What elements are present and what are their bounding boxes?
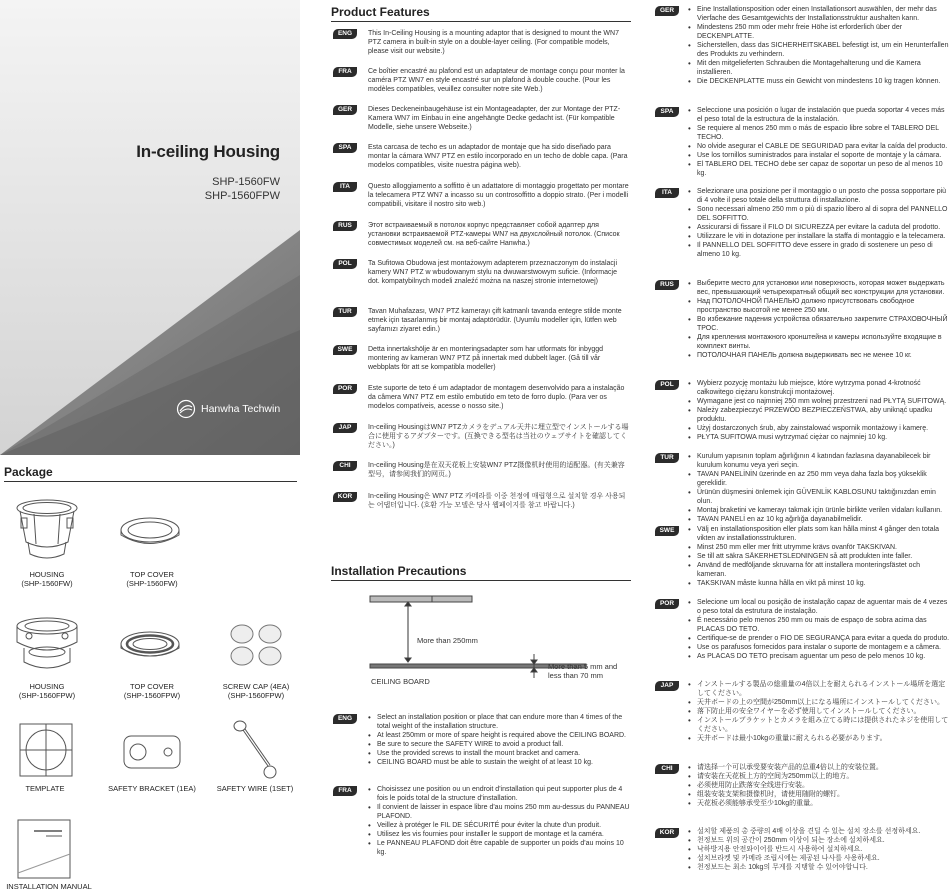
package-caption-template: TEMPLATE xyxy=(25,784,65,793)
precaution-list-ita xyxy=(688,187,950,259)
feature-text-tur: Tavan Muhafazası, WN7 PTZ kamerayı çift katmanlı tavanda entegre stilde monte etmek için tasarlanmış bir montaj adaptörüdür. (Uyumlu modeller için, lütfen web sayfamızı ziyaret edin.) xyxy=(368,308,622,333)
lang-tag-fra-prec: FRA xyxy=(333,786,357,796)
diagram-label-board-thickness: More than 5 mm and less than 70 mm xyxy=(548,662,618,680)
precautions-rule xyxy=(331,580,631,581)
precaution-list-rus xyxy=(688,279,950,360)
lang-tag-por: POR xyxy=(333,384,357,394)
lang-tag-kor-prec: KOR xyxy=(655,828,679,838)
package-rule xyxy=(4,481,297,482)
list-item: • Il PANNELLO DEL SOFFITTO deve essere in grado di sostenere un peso di almeno 10 kg. xyxy=(688,241,950,259)
package-caption-screw-cap: SCREW CAP (4EA) (SHP-1560FPW) xyxy=(222,682,290,700)
lang-tag-rus-prec: RUS xyxy=(655,280,679,290)
precaution-list-kor xyxy=(688,827,950,872)
precaution-list-spa xyxy=(688,106,950,178)
package-caption-safety-wire: SAFETY WIRE (1SET) xyxy=(216,784,294,793)
lang-tag-eng: ENG xyxy=(333,29,357,39)
list-item: • インストールブラケットとカメラを組み立てる時には提供されたネジを使用してください。 xyxy=(688,716,950,734)
list-item: • 请安装在天花板上方的空间为250mm以上的地方。 xyxy=(688,772,950,781)
list-item: • 天井ボードの上の空間が250mm以上になる場所にインストールしてください。 xyxy=(688,698,950,707)
feature-text-swe: Detta innertakshölje är en monteringsadapter som har utformats för inbyggd montering av kameran WN7 PTZ på innertak med dubbelt lager. (Gå till vår webbplats för att se kompatibla modeller) xyxy=(368,346,604,371)
hanwha-logo-icon xyxy=(176,399,196,419)
list-item: • Mindestens 250 mm oder mehr freie Höhe ist erforderlich über der DECKENPLATTE. xyxy=(688,23,950,41)
lang-tag-pol: POL xyxy=(333,259,357,269)
list-item: • Certifique-se de prender o FIO DE SEGURANÇA para evitar a queda do produto. xyxy=(688,634,950,643)
package-caption-topcover-fw: TOP COVER (SHP-1560FW) xyxy=(126,570,178,588)
list-item: • TAVAN PANELİ en az 10 kg ağırlığa dayanabilmelidir. xyxy=(688,515,950,524)
cover-panel xyxy=(0,0,300,455)
list-item: • Mit den mitgelieferten Schrauben die Montagehalterung und die Kamera installieren. xyxy=(688,59,950,77)
feature-text-por: Este suporte de teto é um adaptador de montagem desenvolvido para a instalação da câmera WN7 PTZ em estilo embutido em teto de forro duplo. (Para ver os modelos compatíveis, acesse o nosso site.) xyxy=(368,385,625,410)
precaution-list-ger xyxy=(688,5,950,86)
precaution-list-chi xyxy=(688,763,950,808)
list-item: • Sicherstellen, dass das SICHERHEITSKABEL befestigt ist, um ein Herunterfallen des Produkts zu verhindern. xyxy=(688,41,950,59)
list-item: • 천정보드 위의 공간이 250mm 이상이 되는 장소에 설치하세요. xyxy=(688,836,950,845)
list-item: • Be sure to secure the SAFETY WIRE to avoid a product fall. xyxy=(368,740,630,749)
list-item: • 설치브라켓 및 카메라 조립시에는 제공된 나사를 사용하세요. xyxy=(688,854,950,863)
list-item: • Для крепления монтажного кронштейна и камеры используйте входящие в комплект винты. xyxy=(688,333,950,351)
lang-tag-por-prec: POR xyxy=(655,599,679,609)
cover-graphic xyxy=(0,0,300,455)
list-item: • Välj en installationsposition eller plats som kan hålla minst 4 gånger den totala vikten av installationsstrukturen. xyxy=(688,525,950,543)
lang-tag-eng-prec: ENG xyxy=(333,714,357,724)
list-item: • No olvide asegurar el CABLE DE SEGURIDAD para evitar la caída del producto. xyxy=(688,142,950,151)
list-item: • Die DECKENPLATTE muss ein Gewicht von mindestens 10 kg tragen können. xyxy=(688,77,950,86)
list-item: • Sono necessari almeno 250 mm o più di spazio libero al di sopra del PANNELLO DEL SOFFITTO. xyxy=(688,205,950,223)
list-item: • 天井ボードは最小10kgの重量に耐えられる必要があります。 xyxy=(688,734,950,743)
lang-tag-jap-prec: JAP xyxy=(655,681,679,691)
list-item: • Выберите место для установки или поверхность, которая может выдержать вес, превышающий четырехкратный общий вес конструкции для установки. xyxy=(688,279,950,297)
list-item: • Selezionare una posizione per il montaggio o un posto che possa sopportare più di 4 volte il peso totale della struttura di installazione. xyxy=(688,187,950,205)
package-caption-safety-bracket: SAFETY BRACKET (1EA) xyxy=(108,784,196,793)
list-item: • 설치할 제품의 총 중량의 4배 이상을 견딜 수 있는 설치 장소를 선정하세요. xyxy=(688,827,950,836)
lang-tag-ger-prec: GER xyxy=(655,6,679,16)
lang-tag-spa-prec: SPA xyxy=(655,107,679,117)
list-item: • ПОТОЛОЧНАЯ ПАНЕЛЬ должна выдерживать вес не менее 10 кг. xyxy=(688,351,950,360)
lang-tag-spa: SPA xyxy=(333,143,357,153)
list-item: • Se till att säkra SÄKERHETSLEDNINGEN så att produkten inte faller. xyxy=(688,552,950,561)
precaution-list-tur xyxy=(688,452,950,524)
cover-title: In-ceiling Housing xyxy=(136,142,280,161)
list-item: • Le PANNEAU PLAFOND doit être capable de supporter un poids d'au moins 10 kg. xyxy=(368,839,630,857)
lang-tag-jap: JAP xyxy=(333,423,357,433)
list-item: • Use os parafusos fornecidos para instalar o suporte de montagem e a câmera. xyxy=(688,643,950,652)
housing-icon xyxy=(12,494,82,564)
list-item: • Use los tornillos suministrados para instalar el soporte de montaje y la cámara. xyxy=(688,151,950,160)
precaution-list-eng xyxy=(368,713,630,767)
list-item: • Во избежание падения устройства обязательно закрепите СТРАХОВОЧНЫЙ ТРОС. xyxy=(688,315,950,333)
list-item: • Utilizzare le viti in dotazione per installare la staffa di montaggio e la telecamera. xyxy=(688,232,950,241)
feature-text-fra: Ce boîtier encastré au plafond est un adaptateur de montage conçu pour monter la caméra PTZ WN7 en style encastré sur un plafond à double couche. (Pour les modèles compatibles, veuillez consulter notre site Web.) xyxy=(368,68,625,93)
diagram-label-above: More than 250mm xyxy=(417,636,478,645)
list-item: • TAKSKIVAN måste kunna hålla en vikt på minst 10 kg. xyxy=(688,579,950,588)
feature-text-jap: In-ceiling HousingはWN7 PTZカメラをデュアル天井に埋立型でインストールする場合に使用するアダプターです。(互換できる型名は当社のウェブサイトを確認してください。) xyxy=(368,424,629,449)
feature-text-kor: In-ceiling Housing은 WN7 PTZ 카메라를 이중 천정에 매립형으로 설치할 경우 사용되는 어댑터입니다. (호환 가능 모델은 당사 웹페이지를 참고 바랍니다.) xyxy=(368,493,626,509)
list-item: • 天花板必须能够承受至少10kg的重量。 xyxy=(688,799,950,808)
precaution-list-por xyxy=(688,598,950,661)
list-item: • Wybierz pozycję montażu lub miejsce, które wytrzyma ponad 4-krotność całkowitego ciężaru konstrukcji montażowej. xyxy=(688,379,950,397)
list-item: • Assicurarsi di fissare il FILO DI SICUREZZA per evitare la caduta del prodotto. xyxy=(688,223,950,232)
list-item: • Kurulum yapısının toplam ağırlığının 4 katından fazlasına dayanabilecek bir kurulum konumu veya yeri seçin. xyxy=(688,452,950,470)
list-item: • At least 250mm or more of spare height is required above the CEILING BOARD. xyxy=(368,731,630,740)
list-item: • 请选择一个可以承受要安装产品的总重4倍以上的安装位置。 xyxy=(688,763,950,772)
list-item: • Użyj dostarczonych śrub, aby zainstalować wspornik montażowy i kamerę. xyxy=(688,424,950,433)
safety-wire-icon xyxy=(230,718,280,780)
housing-icon xyxy=(12,612,82,676)
cover-model-fw: SHP-1560FW xyxy=(212,176,280,188)
lang-tag-chi-prec: CHI xyxy=(655,764,679,774)
list-item: • 천정보드는 최소 10kg의 무게를 지탱할 수 있어야합니다. xyxy=(688,863,950,872)
diagram-label-ceiling: CEILING BOARD xyxy=(371,677,430,686)
package-caption-manual: INSTALLATION MANUAL xyxy=(6,882,92,891)
feature-text-chi: In-ceiling Housing是在双天花板上安装WN7 PTZ摄像机时使用的适配器。(有关兼容型号，请参阅我们的网页。) xyxy=(368,462,625,478)
features-heading: Product Features xyxy=(331,5,430,19)
feature-text-ger: Dieses Deckeneinbaugehäuse ist ein Montageadapter, der zur Montage der PTZ-Kamera WN7 im Einbau in eine angehängte Decke gedacht ist. (Für kompatible Modelle, siehe unsere Webseite.) xyxy=(368,106,621,131)
list-item: • Se requiere al menos 250 mm o más de espacio libre sobre el TABLERO DEL TECHO. xyxy=(688,124,950,142)
list-item: • Il convient de laisser in espace libre d'au moins 250 mm au-dessus du PANNEAU PLAFOND. xyxy=(368,803,630,821)
package-caption-housing-fw: HOUSING (SHP-1560FW) xyxy=(21,570,73,588)
list-item: • Use the provided screws to install the mount bracket and camera. xyxy=(368,749,630,758)
precaution-list-jap xyxy=(688,680,950,743)
feature-text-spa: Esta carcasa de techo es un adaptador de montaje que ha sido diseñado para montar la cámara WN7 PTZ en estilo incorporado en un techo de doble capa. (Para modelos compatibles, visite nuestra página web). xyxy=(368,144,628,169)
lang-tag-fra: FRA xyxy=(333,67,357,77)
list-item: • 必须使用防止跌落安全线进行安装。 xyxy=(688,781,950,790)
list-item: • Над ПОТОЛОЧНОЙ ПАНЕЛЬЮ должно присутствовать свободное пространство высотой не менее 250 мм. xyxy=(688,297,950,315)
list-item: • Montaj braketini ve kamerayı takmak için ürünle birlikte verilen vidaları kullanın. xyxy=(688,506,950,515)
list-item: • Eine Installationsposition oder einen Installationsort auswählen, der mehr das Vierfache des Gesamtgewichts der Installationsstruktur aushalten kann. xyxy=(688,5,950,23)
lang-tag-chi: CHI xyxy=(333,461,357,471)
list-item: • 落下防止用の安全ワイヤーを必ず使用してインストールしてください。 xyxy=(688,707,950,716)
lang-tag-rus: RUS xyxy=(333,221,357,231)
safety-bracket-icon xyxy=(122,734,182,770)
lang-tag-pol-prec: POL xyxy=(655,380,679,390)
feature-text-pol: Ta Sufitowa Obudowa jest montażowym adapterem przeznaczonym do instalacji kamery WN7 PTZ w wbudowanym stylu na dwuwarstwowym suficie. (Informacje dot. kompatybilnych modeli znaleźć można na naszej stronie internetowej) xyxy=(368,260,618,285)
list-item: • PŁYTA SUFITOWA musi wytrzymać ciężar co najmniej 10 kg. xyxy=(688,433,950,442)
feature-text-rus: Этот встраиваемый в потолок корпус представляет собой адаптер для установки встраиваемой PTZ-камеры WN7 на двухслойный потолок. (Список совместимых моделей см. на веб-сайте Hanwha.) xyxy=(368,222,620,247)
list-item: • TAVAN PANELİNİN üzerinde en az 250 mm veya daha fazla boş yükseklik gereklidir. xyxy=(688,470,950,488)
lang-tag-ita-prec: ITA xyxy=(655,188,679,198)
list-item: • Ürünün düşmesini önlemek için GÜVENLİK KABLOSUNU taktığınızdan emin olun. xyxy=(688,488,950,506)
lang-tag-tur: TUR xyxy=(333,307,357,317)
list-item: • Choisissez une position ou un endroit d'installation qui peut supporter plus de 4 fois le poids total de la structure d'installation. xyxy=(368,785,630,803)
top-cover-icon xyxy=(118,512,182,552)
precaution-list-swe xyxy=(688,525,950,588)
lang-tag-tur-prec: TUR xyxy=(655,453,679,463)
package-heading: Package xyxy=(4,465,53,479)
precautions-heading: Installation Precautions xyxy=(331,564,467,578)
screw-cap-icon xyxy=(228,622,284,668)
list-item: • Veillez à protéger le FIL DE SÉCURITÉ pour éviter la chute d'un produit. xyxy=(368,821,630,830)
list-item: • Należy zabezpieczyć PRZEWÓD BEZPIECZEŃSTWA, aby uniknąć upadku produktu. xyxy=(688,406,950,424)
list-item: • Utilisez les vis fournies pour installer le support de montage et la caméra. xyxy=(368,830,630,839)
list-item: • Minst 250 mm eller mer fritt utrymme krävs ovanför TAKSKIVAN. xyxy=(688,543,950,552)
top-cover-icon xyxy=(118,628,182,664)
lang-tag-swe: SWE xyxy=(333,345,357,355)
lang-tag-ita: ITA xyxy=(333,182,357,192)
cover-model-fpw: SHP-1560FPW xyxy=(204,190,280,202)
list-item: • El TABLERO DEL TECHO debe ser capaz de soportar un peso de al menos 10 kg. xyxy=(688,160,950,178)
feature-text-ita: Questo alloggiamento a soffitto è un adattatore di montaggio progettato per montare la telecamera PTZ WN7 a incasso su un controsoffitto a doppio strato. (Per i modelli compatibili, visitare il nostro sito web.) xyxy=(368,183,629,208)
package-caption-topcover-fpw: TOP COVER (SHP-1560FPW) xyxy=(123,682,181,700)
brand-logo xyxy=(176,399,280,419)
list-item: • Seleccione una posición o lugar de instalación que pueda soportar 4 veces más el peso total de la estructura de la instalación. xyxy=(688,106,950,124)
template-icon xyxy=(18,722,74,778)
precaution-list-pol xyxy=(688,379,950,442)
list-item: • CEILING BOARD must be able to sustain the weight of at least 10 kg. xyxy=(368,758,630,767)
package-caption-housing-fpw: HOUSING (SHP-1560FPW) xyxy=(18,682,76,700)
list-item: • As PLACAS DO TETO precisam aguentar um peso de pelo menos 10 kg. xyxy=(688,652,950,661)
list-item: • É necessário pelo menos 250 mm ou mais de espaço de sobra acima das PLACAS DO TETO. xyxy=(688,616,950,634)
lang-tag-kor: KOR xyxy=(333,492,357,502)
brand-name: Hanwha Techwin xyxy=(201,403,281,415)
list-item: • インストールする製品の総重量の4倍以上を耐えられるインストール場所を選定してください。 xyxy=(688,680,950,698)
list-item: • Wymagane jest co najmniej 250 mm wolnej przestrzeni nad PŁYTĄ SUFITOWĄ. xyxy=(688,397,950,406)
precaution-list-fra xyxy=(368,785,630,857)
lang-tag-ger: GER xyxy=(333,105,357,115)
feature-text-eng: This In-Ceiling Housing is a mounting adaptor that is designed to mount the WN7 PTZ camera in built-in style on a double-layer ceiling. (For compatible models, please visit our website.) xyxy=(368,30,619,55)
lang-tag-swe-prec: SWE xyxy=(655,526,679,536)
list-item: • 组装安装支架和摄像机时，请使用随附的螺钉。 xyxy=(688,790,950,799)
list-item: • Selecione um local ou posição de instalação capaz de aguentar mais de 4 vezes o peso total da estrutura de instalação. xyxy=(688,598,950,616)
manual-icon xyxy=(16,818,72,880)
list-item: • Select an installation position or place that can endure more than 4 times of the total weight of the installation structure. xyxy=(368,713,630,731)
list-item: • 낙하방지용 안전와이어를 반드시 사용하여 설치하세요. xyxy=(688,845,950,854)
list-item: • Använd de medföljande skruvarna för att installera monteringsfästet och kameran. xyxy=(688,561,950,579)
features-rule xyxy=(331,21,631,22)
